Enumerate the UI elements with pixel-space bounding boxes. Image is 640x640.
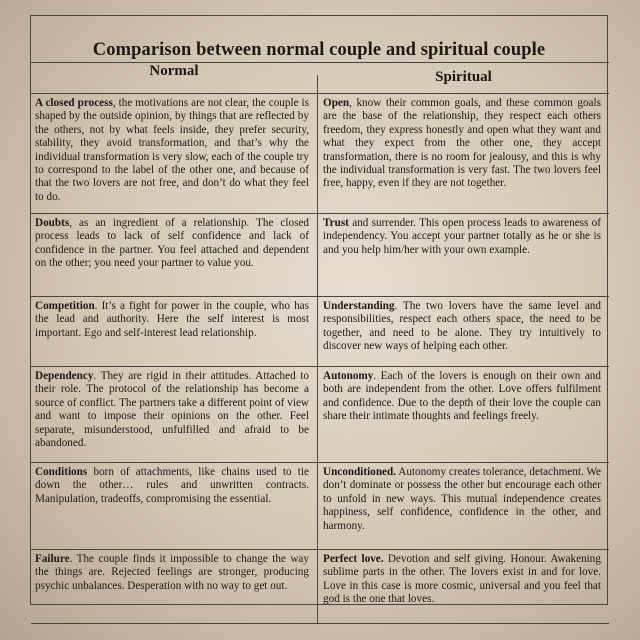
desc-normal: , as an ingredient of a relationship. The closed process leads to lack of self confidence and lack of confidence in the partner. You feel attached and dependent on the other; you need your partner to value you. xyxy=(35,217,309,270)
term-spiritual: Trust xyxy=(323,217,349,229)
cell-normal xyxy=(35,97,309,204)
table-row xyxy=(31,367,609,463)
desc-spiritual: . Each of the lovers is enough on their own and both are independent from the other. Love offers fulfilment and confidence. Due to the depth of their love the couple can share their intimate thoughts and feelings freely. xyxy=(323,370,601,423)
desc-spiritual: Devotion and self giving. Honour. Awakening sublime parts in the other. The lovers exist in and for love. Love in this case is more cosmic, universal and you feel that god is the one that loves. xyxy=(323,553,601,606)
document-title: Comparison between normal couple and spiritual couple xyxy=(92,40,546,60)
column-header-normal: Normal xyxy=(149,63,199,79)
desc-spiritual: and surrender. This open process leads to awareness of independency. You accept your partner totally as he or she is and you help him/her with your own example. xyxy=(323,217,601,256)
desc-normal: . The couple finds it impossible to change the way the things are. Rejected feelings are stronger, producing psychic unbalances. Desperation with no way to get out. xyxy=(35,553,309,592)
cell-normal xyxy=(35,553,309,593)
table-row xyxy=(31,297,609,367)
term-spiritual: Autonomy xyxy=(323,370,374,382)
cell-normal xyxy=(35,370,309,450)
cell-spiritual xyxy=(323,553,601,607)
column-header-spiritual: Spiritual xyxy=(435,69,492,85)
cell-spiritual xyxy=(323,370,601,424)
desc-spiritual: . The two lovers have the same level and responsibilities, respect each others space, the need to be together, and need to be alone. They try intuitively to discover new ways of helping each other. xyxy=(323,300,601,353)
cell-normal xyxy=(35,466,309,506)
term-spiritual: Unconditioned. xyxy=(323,466,397,478)
term-normal: Dependency xyxy=(35,370,94,382)
term-spiritual: Understanding xyxy=(323,300,395,312)
table-row xyxy=(31,214,609,297)
term-spiritual: Open xyxy=(323,97,350,109)
term-normal: Competition xyxy=(35,300,95,312)
document-page xyxy=(30,15,608,605)
cell-spiritual xyxy=(323,217,601,257)
cell-normal xyxy=(35,300,309,340)
term-spiritual: Perfect love. xyxy=(323,553,384,565)
table-row xyxy=(31,463,609,550)
cell-spiritual xyxy=(323,300,601,354)
table-header-row xyxy=(31,63,609,94)
table-row xyxy=(31,550,609,624)
desc-normal: born of attachments, like chains used to tie down the other… rules and unwritten contracts. Manipulation, tradeoffs, compromising the essential. xyxy=(35,466,309,505)
desc-spiritual: Autonomy creates tolerance, detachment. We don’t dominate or possess the other but encourage each other to unfold in new ways. This mutual independence creates happiness, self confidence, confidence in the other, and harmony. xyxy=(323,466,601,532)
desc-normal: . It’s a fight for power in the couple, who has the lead and authority. Here the self interest is most important. Ego and self-interest lead relationship. xyxy=(35,300,309,339)
term-normal: Failure xyxy=(35,553,70,565)
table-row xyxy=(31,94,609,214)
cell-spiritual xyxy=(323,97,601,191)
desc-normal: . They are rigid in their attitudes. Attached to their role. The protocol of the relationship has become a source of conflict. The partners take a different point of view and want to impose their opinions on the other. Feel separate, misunderstood, unfulfilled and afraid to be abandoned. xyxy=(35,370,309,450)
term-normal: Conditions xyxy=(35,466,88,478)
comparison-table xyxy=(31,62,609,624)
cell-spiritual xyxy=(323,466,601,533)
cell-normal xyxy=(35,217,309,271)
term-normal: Doubts xyxy=(35,217,70,229)
term-normal: A closed process xyxy=(35,97,113,109)
desc-normal: , the motivations are not clear, the couple is shaped by the outside opinion, by things that are reflected by the others, not by what feels inside, they prefer security, stability, they avoid transformation, and that’s why the individual transformation is very slow, each of the couple try to correspond to the label of the other one, and because of that the two lovers are not free, and don’t do what they feel to do. xyxy=(35,97,309,203)
desc-spiritual: , know their common goals, and these common goals are the base of the relationship, they respect each others freedom, they express honestly and open what they want and what they expect from the other one, they accept transformation, there is no room for jealousy, and this is why the individual transformation is very fast. The two lovers feel free, happy, even if they are not together. xyxy=(323,97,601,190)
